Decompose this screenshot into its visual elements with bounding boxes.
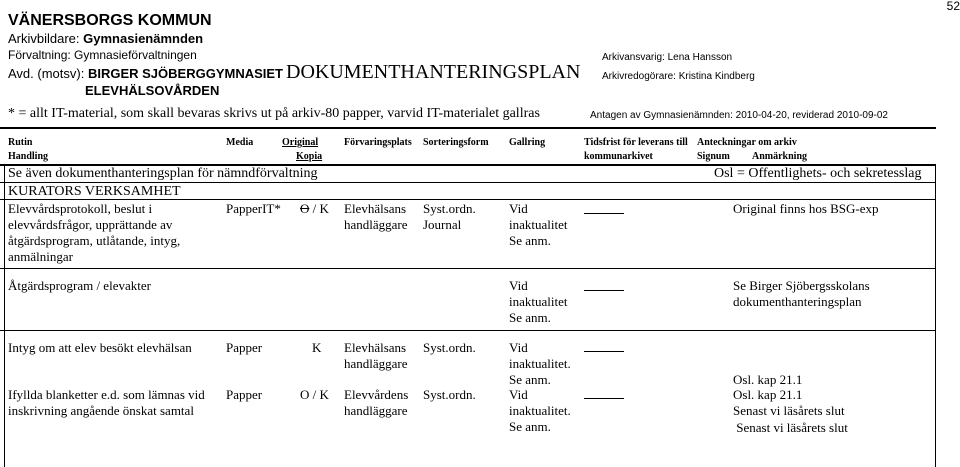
row1-sort bbox=[423, 201, 476, 233]
col-media: Media bbox=[226, 137, 254, 148]
it-material-note: * = allt IT-material, som skall bevaras skrivs ut på arkiv-80 papper, varvid IT-materialet gallras bbox=[8, 106, 540, 121]
row4-place-l2: handläggare bbox=[344, 403, 408, 418]
row3-place-l2: handläggare bbox=[344, 356, 408, 371]
administration-value: Gymnasieförvaltningen bbox=[74, 48, 197, 62]
row3-place-l1: Elevhälsans bbox=[344, 340, 407, 355]
row3-handling: Intyg om att elev besökt elevhälsan bbox=[8, 340, 192, 355]
row1-sort-l2: Journal bbox=[423, 217, 462, 232]
row1-handling-l1: Elevvårdsprotokoll, beslut i bbox=[8, 201, 153, 216]
row2-gallring-l1: Vid bbox=[509, 278, 528, 293]
row1-handling bbox=[8, 201, 180, 265]
row3-notes-l1: Osl. kap 21.1 bbox=[733, 372, 803, 387]
col-storage-place: Förvaringsplats bbox=[344, 137, 412, 148]
see-also-note: Se även dokumenthanteringsplan för nämndförvaltning bbox=[8, 166, 318, 181]
row1-original-struck: O bbox=[300, 201, 310, 216]
row4-handling bbox=[8, 387, 205, 419]
row4-handling-l1: Ifyllda blanketter e.d. som lämnas vid bbox=[8, 387, 205, 402]
row3-gallring bbox=[509, 340, 571, 388]
row1-media: PapperIT* bbox=[226, 201, 281, 216]
col-remark: Anmärkning bbox=[752, 151, 808, 162]
section-rule bbox=[0, 182, 936, 183]
row4-gallring bbox=[509, 387, 571, 435]
col-original: Original bbox=[282, 137, 319, 148]
row2-notes-l1: Se Birger Sjöbergsskolans bbox=[733, 278, 870, 293]
col-sort-order: Sorteringsform bbox=[423, 137, 489, 148]
row1-handling-l3: åtgärdsprogram, utlåtande, intyg, bbox=[8, 233, 181, 248]
municipality-name: VÄNERSBORGS KOMMUN bbox=[8, 12, 212, 29]
row4-place bbox=[344, 387, 408, 419]
row1-rule bbox=[0, 268, 936, 269]
row3-gallring-l2: inaktualitet. bbox=[509, 356, 571, 371]
row2-rule bbox=[0, 330, 936, 331]
row1-place-l2: handläggare bbox=[344, 217, 408, 232]
col-deadline-2: kommunarkivet bbox=[584, 151, 653, 162]
archive-creator-label: Arkivbildare: bbox=[8, 31, 80, 46]
row4-gallring-l1: Vid bbox=[509, 387, 528, 402]
department-line1: BIRGER SJÖBERGGYMNASIET bbox=[87, 66, 283, 81]
row4-original-copy: O / K bbox=[300, 387, 329, 402]
adoption-note: Antagen av Gymnasienämnden: 2010-04-20, reviderad 2010-09-02 bbox=[590, 110, 888, 121]
archive-creator bbox=[8, 31, 203, 46]
department-line2: ELEVHÄLSOVÅRDEN bbox=[85, 83, 220, 98]
row4-notes-l1: Osl. kap 21.1 bbox=[733, 387, 803, 402]
row3-notes-l2: Senast vi läsårets slut bbox=[733, 420, 848, 435]
row1-gallring-l3: Se anm. bbox=[509, 233, 551, 248]
row3-gallring-l3: Se anm. bbox=[509, 372, 551, 387]
department-label: Avd. (motsv): bbox=[8, 66, 85, 81]
row2-handling: Åtgärdsprogram / elevakter bbox=[8, 278, 151, 293]
row3-original-copy: K bbox=[312, 340, 322, 355]
row1-place bbox=[344, 201, 408, 233]
document-title: DOKUMENTHANTERINGSPLAN bbox=[286, 61, 581, 83]
row4-deadline-blank bbox=[584, 398, 624, 399]
col-deadline: Tidsfrist för leverans till bbox=[584, 137, 688, 148]
department bbox=[8, 66, 283, 81]
administration bbox=[8, 48, 197, 62]
row1-sort-l1: Syst.ordn. bbox=[423, 201, 476, 216]
row2-gallring-l2: inaktualitet bbox=[509, 294, 568, 309]
row4-sort: Syst.ordn. bbox=[423, 387, 476, 402]
row1-gallring-l2: inaktualitet bbox=[509, 217, 568, 232]
row2-notes bbox=[733, 278, 870, 310]
row1-original-copy bbox=[300, 201, 329, 217]
row1-notes: Original finns hos BSG-exp bbox=[733, 201, 879, 216]
row2-gallring-l3: Se anm. bbox=[509, 310, 551, 325]
row3-deadline-blank bbox=[584, 351, 624, 352]
row2-deadline-blank bbox=[584, 290, 624, 291]
header-rule-top bbox=[0, 127, 936, 129]
grid-line-left bbox=[4, 165, 5, 467]
row1-handling-l2: elevvårdsfrågor, upprättande av bbox=[8, 217, 173, 232]
archive-responsible: Arkivansvarig: Lena Hansson bbox=[602, 52, 733, 63]
col-handling: Handling bbox=[8, 151, 49, 162]
row4-gallring-l3: Se anm. bbox=[509, 419, 551, 434]
administration-label: Förvaltning: bbox=[8, 48, 71, 62]
row4-place-l1: Elevvårdens bbox=[344, 387, 409, 402]
row4-notes-l2: Senast vi läsårets slut bbox=[733, 403, 845, 418]
row1-gallring-l1: Vid bbox=[509, 201, 528, 216]
row1-gallring bbox=[509, 201, 567, 249]
section-title: KURATORS VERKSAMHET bbox=[8, 184, 181, 199]
row3-sort: Syst.ordn. bbox=[423, 340, 476, 355]
osl-note: Osl = Offentlighets- och sekretesslag bbox=[714, 166, 922, 181]
row1-copy: / K bbox=[309, 201, 329, 216]
row4-handling-l2: inskrivning angående önskat samtal bbox=[8, 403, 194, 418]
row2-gallring bbox=[509, 278, 567, 326]
col-rutin: Rutin bbox=[8, 137, 33, 148]
row1-place-l1: Elevhälsans bbox=[344, 201, 407, 216]
row1-deadline-blank bbox=[584, 213, 624, 214]
section-title-rule bbox=[0, 199, 936, 200]
col-signum: Signum bbox=[697, 151, 730, 162]
row3-gallring-l1: Vid bbox=[509, 340, 528, 355]
row4-gallring-l2: inaktualitet. bbox=[509, 403, 571, 418]
col-kopia: Kopia bbox=[296, 151, 323, 162]
col-archive-notes: Anteckningar om arkiv bbox=[697, 137, 797, 148]
archive-creator-value: Gymnasienämnden bbox=[83, 31, 204, 46]
archive-officer: Arkivredogörare: Kristina Kindberg bbox=[602, 71, 755, 82]
grid-line-right bbox=[935, 165, 936, 467]
page-number: 52 bbox=[946, 0, 960, 13]
row3-media: Papper bbox=[226, 340, 263, 355]
row3-place bbox=[344, 340, 408, 372]
row4-media: Papper bbox=[226, 387, 263, 402]
row2-notes-l2: dokumenthanteringsplan bbox=[733, 294, 862, 309]
row1-handling-l4: anmälningar bbox=[8, 249, 73, 264]
row4-notes bbox=[733, 387, 845, 419]
col-gallring: Gallring bbox=[509, 137, 546, 148]
